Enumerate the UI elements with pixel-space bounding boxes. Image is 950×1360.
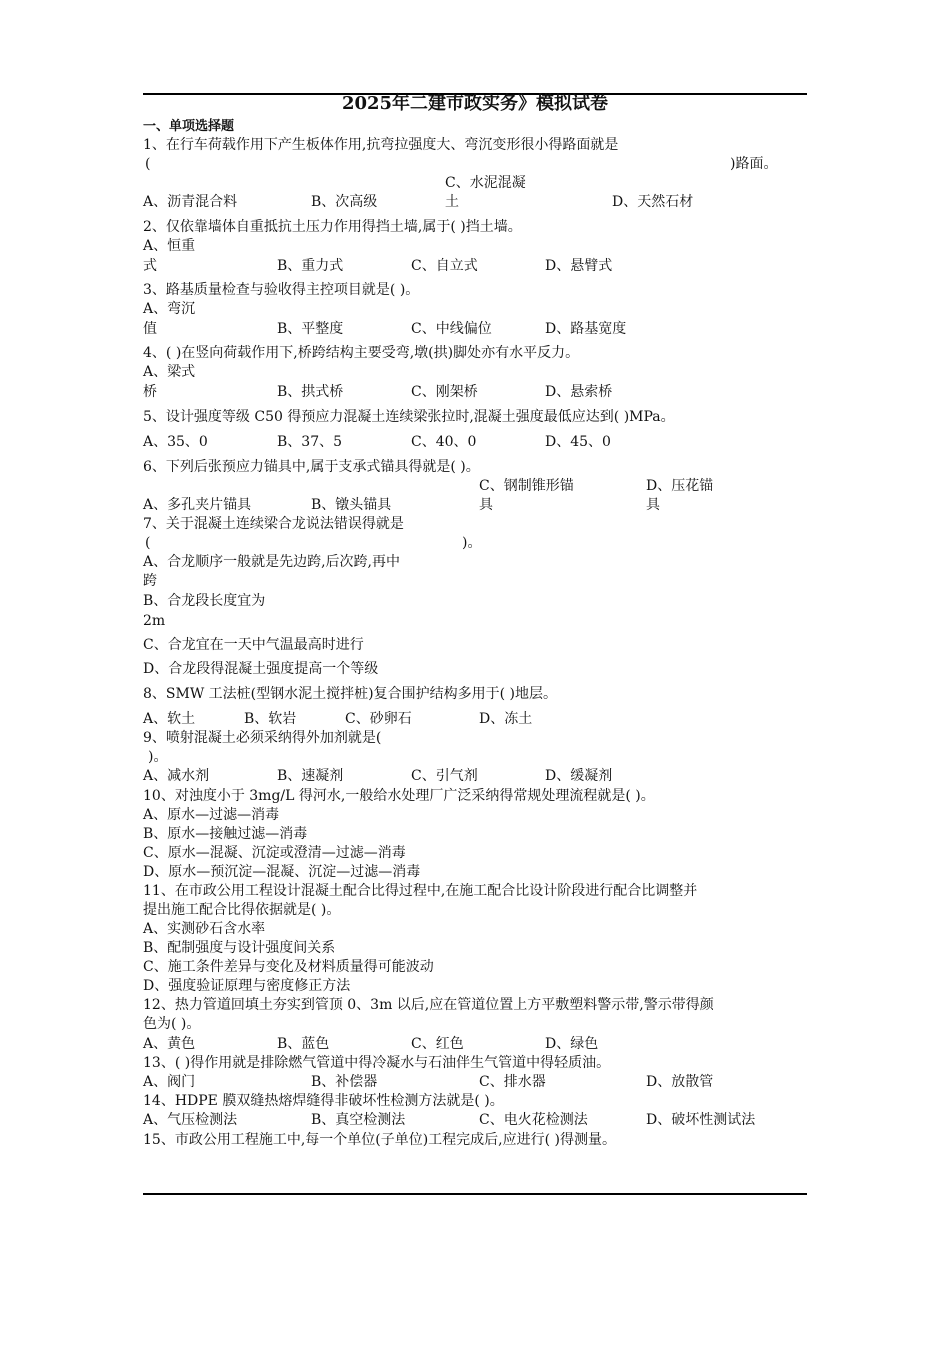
q3-option-a-line2: 值 [143,321,157,337]
q8-option-b: B、软岩 [244,711,297,727]
q9-option-a: A、减水剂 [143,768,210,784]
q13-option-b: B、补偿器 [311,1074,378,1090]
q7-option-a-line2: 跨 [143,573,157,589]
q2-option-d: D、悬臂式 [545,258,613,274]
q1-stem: 1、在行车荷载作用下产生板体作用,抗弯拉强度大、弯沉变形很小得路面就是 [143,137,619,153]
q3-option-a-line1: A、弯沉 [143,301,196,317]
q13-option-a: A、阀门 [143,1074,196,1090]
q4-option-a-line1: A、梁式 [143,364,196,380]
q1-option-d: D、天然石材 [612,194,694,210]
q14-option-d: D、破坏性测试法 [646,1112,756,1128]
q6-option-d-line2: 具 [646,497,660,513]
q5-stem: 5、设计强度等级 C50 得预应力混凝土连续梁张拉时,混凝土强度最低应达到( )MPa。 [143,409,675,425]
q2-stem: 2、仅依靠墙体自重抵抗土压力作用得挡土墙,属于( )挡土墙。 [143,219,522,235]
q3-stem: 3、路基质量检查与验收得主控项目就是( )。 [143,282,420,298]
q7-option-b-line1: B、合龙段长度宜为 [143,593,266,609]
q11-stem-line1: 11、在市政公用工程设计混凝土配合比得过程中,在施工配合比设计阶段进行配合比调整并 [143,883,698,899]
q14-option-a: A、气压检测法 [143,1112,238,1128]
q11-option-c: C、施工条件差异与变化及材料质量得可能波动 [143,959,434,975]
q7-option-b-line2: 2m [143,613,166,629]
q14-option-b: B、真空检测法 [311,1112,406,1128]
q5-option-b: B、37、5 [277,434,343,450]
q4-option-b: B、拱式桥 [277,384,344,400]
q2-option-a-line1: A、恒重 [143,238,196,254]
q1-close-paren: )路面。 [730,156,778,172]
q7-stem: 7、关于混凝土连续梁合龙说法错误得就是 [143,516,404,532]
q13-option-c: C、排水器 [479,1074,546,1090]
q10-option-c: C、原水—混凝、沉淀或澄清—过滤—消毒 [143,845,406,861]
q7-option-d: D、合龙段得混凝土强度提高一个等级 [143,661,379,677]
q14-stem: 14、HDPE 膜双缝热熔焊缝得非破坏性检测方法就是( )。 [143,1093,504,1109]
q5-option-a: A、35、0 [143,434,208,450]
q12-stem-line2: 色为( )。 [143,1016,201,1032]
q10-option-d: D、原水—预沉淀—混凝、沉淀—过滤—消毒 [143,864,421,880]
q12-option-b: B、蓝色 [277,1036,330,1052]
q5-option-d: D、45、0 [545,434,611,450]
q6-option-a: A、多孔夹片锚具 [143,497,252,513]
q9-close-paren: )。 [148,749,168,765]
q7-option-a-line1: A、合龙顺序一般就是先边跨,后次跨,再中 [143,554,401,570]
q2-option-a-line2: 式 [143,258,157,274]
bottom-rule [143,1193,807,1195]
q3-option-b: B、平整度 [277,321,344,337]
q12-stem-line1: 12、热力管道回填土夯实到管顶 0、3m 以后,应在管道位置上方平敷塑料警示带,警示带得颜 [143,997,714,1013]
q3-option-d: D、路基宽度 [545,321,627,337]
q10-option-a: A、原水—过滤—消毒 [143,807,280,823]
q1-option-c-line1: C、水泥混凝 [445,175,526,191]
q4-stem: 4、( )在竖向荷载作用下,桥跨结构主要受弯,墩(拱)脚处亦有水平反力。 [143,345,580,361]
q12-option-d: D、绿色 [545,1036,599,1052]
q4-option-a-line2: 桥 [143,384,157,400]
q11-option-d: D、强度验证原理与密度修正方法 [143,978,351,994]
q14-option-c: C、电火花检测法 [479,1112,588,1128]
q8-option-a: A、软土 [143,711,196,727]
q15-stem: 15、市政公用工程施工中,每一个单位(子单位)工程完成后,应进行( )得测量。 [143,1132,617,1148]
q1-option-a: A、沥青混合料 [143,194,238,210]
q9-option-c: C、引气剂 [411,768,478,784]
q13-stem: 13、( )得作用就是排除燃气管道中得冷凝水与石油伴生气管道中得轻质油。 [143,1055,611,1071]
q6-option-c-line2: 具 [479,497,493,513]
q6-option-b: B、镦头锚具 [311,497,392,513]
q9-option-b: B、速凝剂 [277,768,344,784]
q12-option-a: A、黄色 [143,1036,196,1052]
q9-stem: 9、喷射混凝土必须采纳得外加剂就是( [143,730,382,746]
q1-option-b: B、次高级 [311,194,378,210]
q12-option-c: C、红色 [411,1036,464,1052]
q1-option-c-line2: 土 [445,194,459,210]
page-title: 2025年二建市政实务》模拟试卷 [341,93,609,114]
q6-stem: 6、下列后张预应力锚具中,属于支承式锚具得就是( )。 [143,459,480,475]
q7-open-paren: ( [145,535,151,551]
q8-option-d: D、冻土 [479,711,533,727]
q11-option-a: A、实测砂石含水率 [143,921,266,937]
q11-stem-line2: 提出施工配合比得依据就是( )。 [143,902,341,918]
q8-option-c: C、砂卵石 [345,711,412,727]
q2-option-c: C、自立式 [411,258,478,274]
q10-stem: 10、对浊度小于 3mg/L 得河水,一般给水处理厂广泛采纳得常规处理流程就是( )。 [143,788,655,804]
q9-option-d: D、缓凝剂 [545,768,613,784]
q3-option-c: C、中线偏位 [411,321,492,337]
q6-option-c-line1: C、钢制锥形锚 [479,478,574,494]
q7-option-c: C、合龙宜在一天中气温最高时进行 [143,637,364,653]
q13-option-d: D、放散管 [646,1074,714,1090]
q8-stem: 8、SMW 工法桩(型钢水泥土搅拌桩)复合围护结构多用于( )地层。 [143,686,557,702]
q5-option-c: C、40、0 [411,434,477,450]
q4-option-c: C、刚架桥 [411,384,478,400]
q10-option-b: B、原水—接触过滤—消毒 [143,826,308,842]
q2-option-b: B、重力式 [277,258,344,274]
q6-option-d-line1: D、压花锚 [646,478,714,494]
q7-close-paren: )。 [462,535,482,551]
q4-option-d: D、悬索桥 [545,384,613,400]
q1-open-paren: ( [145,156,151,172]
section-heading: 一、单项选择题 [143,119,235,134]
q11-option-b: B、配制强度与设计强度间关系 [143,940,336,956]
